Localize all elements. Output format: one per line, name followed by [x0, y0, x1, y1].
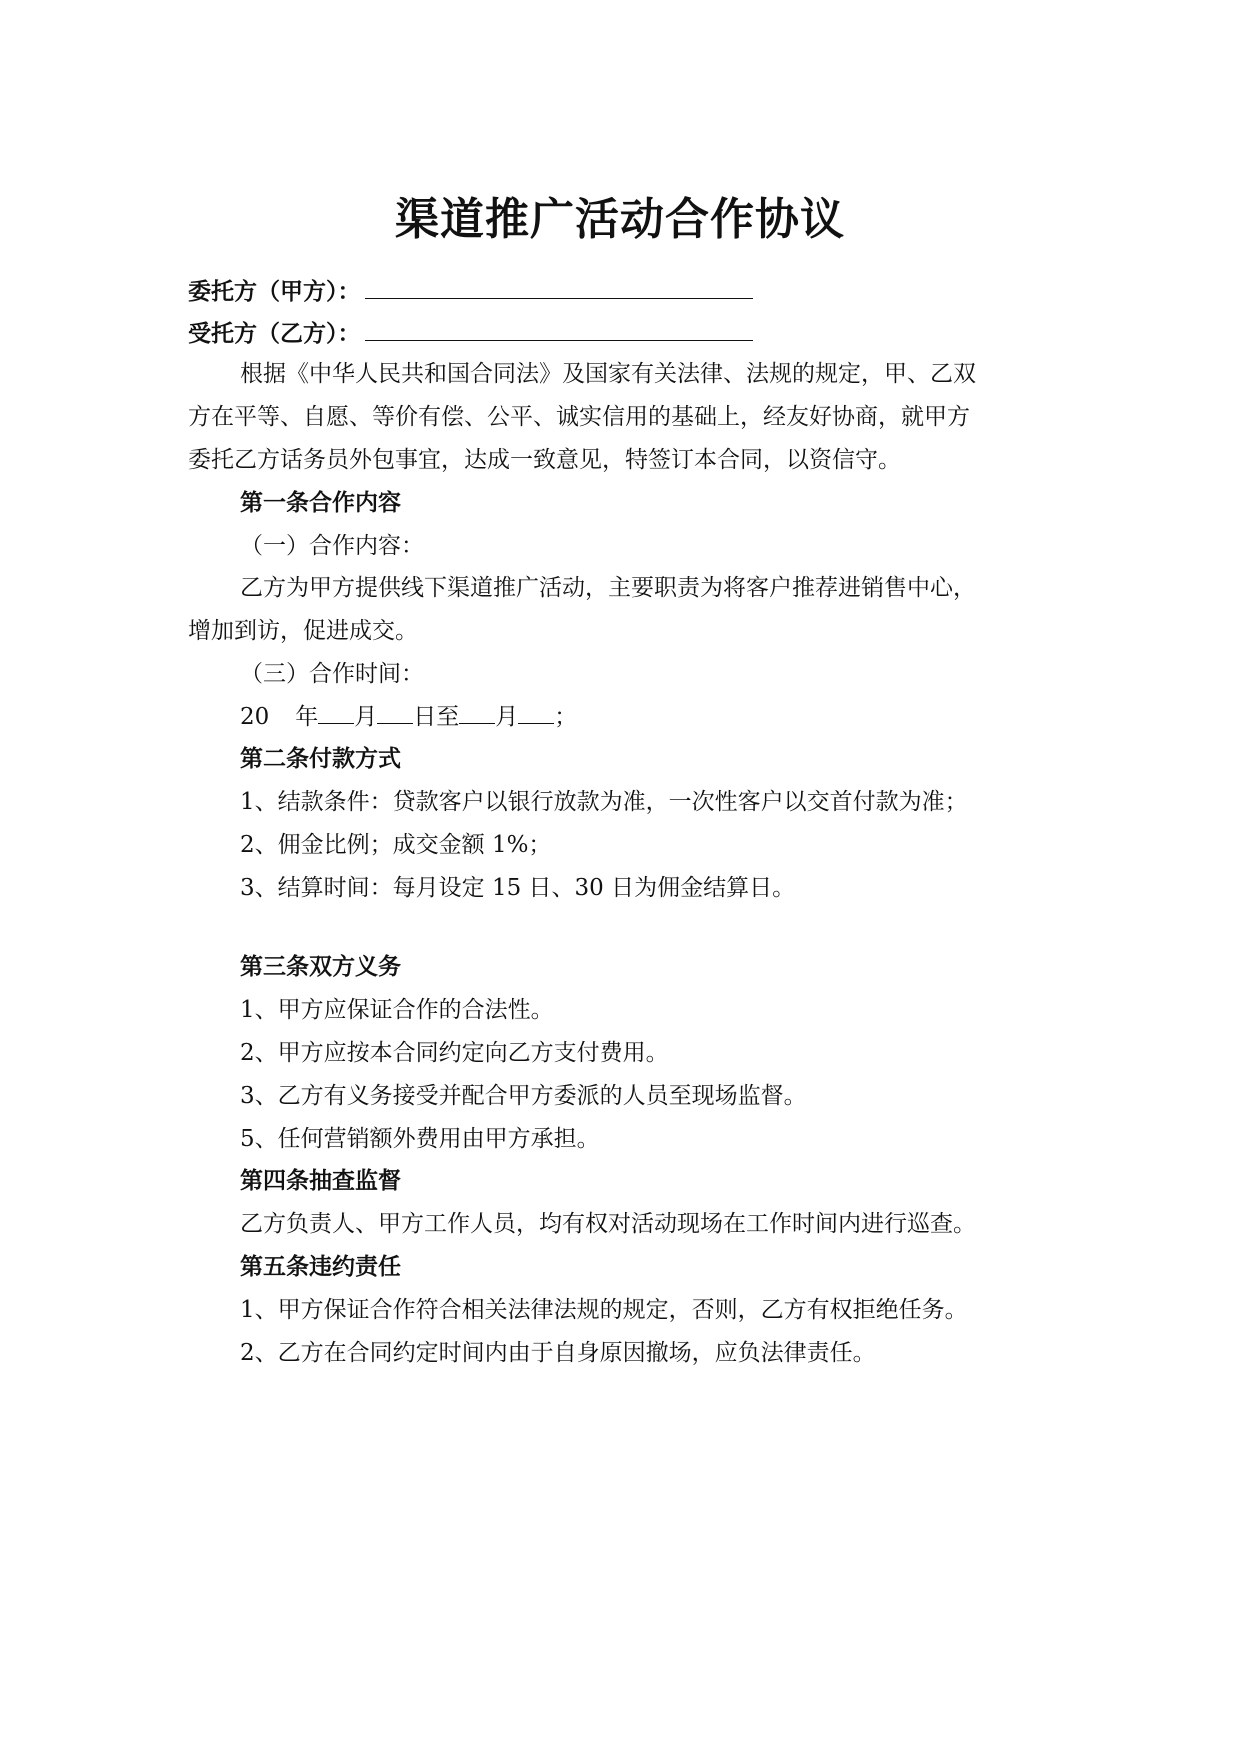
- date-prefix: 20: [240, 704, 270, 730]
- start-month-blank[interactable]: [318, 701, 354, 724]
- date-to-label: 日至: [413, 704, 460, 730]
- article3-item-3: 3、乙方有义务接受并配合甲方委派的人员至现场监督。: [240, 1083, 807, 1109]
- article3-item-2: 2、甲方应按本合同约定向乙方支付费用。: [240, 1040, 669, 1066]
- cooperation-date-row: [240, 700, 1120, 734]
- preamble-line-3: 委托乙方话务员外包事宜，达成一致意见，特签订本合同，以资信守。: [188, 447, 901, 473]
- party-b-row: [188, 316, 1068, 351]
- date-end-punct: ；: [554, 704, 578, 730]
- article1-sub3: （三）合作时间：: [240, 661, 424, 687]
- date-year-label: 年: [295, 704, 319, 730]
- preamble-line-1: 根据《中华人民共和国合同法》及国家有关法律、法规的规定，甲、乙双: [240, 361, 976, 387]
- party-a-label: 委托方（甲方）：: [188, 279, 361, 305]
- article2-item-3: 3、结算时间：每月设定 15 日、30 日为佣金结算日。: [240, 875, 796, 901]
- preamble-line-2: 方在平等、自愿、等价有偿、公平、诚实信用的基础上，经友好协商，就甲方: [188, 404, 970, 430]
- article3-item-4: 5、任何营销额外费用由甲方承担。: [240, 1126, 600, 1152]
- party-a-signature-blank[interactable]: [365, 274, 753, 299]
- date-month1-label: 月: [354, 704, 378, 730]
- article1-content-line-1: 乙方为甲方提供线下渠道推广活动，主要职责为将客户推荐进销售中心，: [240, 575, 976, 601]
- start-day-blank[interactable]: [377, 701, 413, 724]
- document-title: 渠道推广活动合作协议: [395, 194, 845, 245]
- article2-item-2: 2、佣金比例；成交金额 1%；: [240, 832, 552, 858]
- article1-heading: 第一条合作内容: [240, 490, 401, 516]
- article1-content-line-2: 增加到访，促进成交。: [188, 618, 418, 644]
- end-month-blank[interactable]: [459, 701, 495, 724]
- article3-item-1: 1、甲方应保证合作的合法性。: [240, 997, 554, 1023]
- article1-sub1: （一）合作内容：: [240, 533, 424, 559]
- article5-item-1: 1、甲方保证合作符合相关法律法规的规定，否则，乙方有权拒绝任务。: [240, 1297, 968, 1323]
- date-month2-label: 月: [495, 704, 519, 730]
- article4-heading: 第四条抽查监督: [240, 1168, 401, 1194]
- party-b-signature-blank[interactable]: [365, 316, 753, 341]
- party-b-label: 受托方（乙方）：: [188, 321, 361, 347]
- article3-heading: 第三条双方义务: [240, 954, 401, 980]
- article2-item-1: 1、结款条件：贷款客户以银行放款为准，一次性客户以交首付款为准；: [240, 789, 968, 815]
- party-a-row: [188, 274, 1068, 309]
- article2-heading: 第二条付款方式: [240, 746, 401, 772]
- end-day-blank[interactable]: [518, 701, 554, 724]
- article5-item-2: 2、乙方在合同约定时间内由于自身原因撤场，应负法律责任。: [240, 1340, 876, 1366]
- article5-heading: 第五条违约责任: [240, 1254, 401, 1280]
- article4-text: 乙方负责人、甲方工作人员，均有权对活动现场在工作时间内进行巡查。: [240, 1211, 976, 1237]
